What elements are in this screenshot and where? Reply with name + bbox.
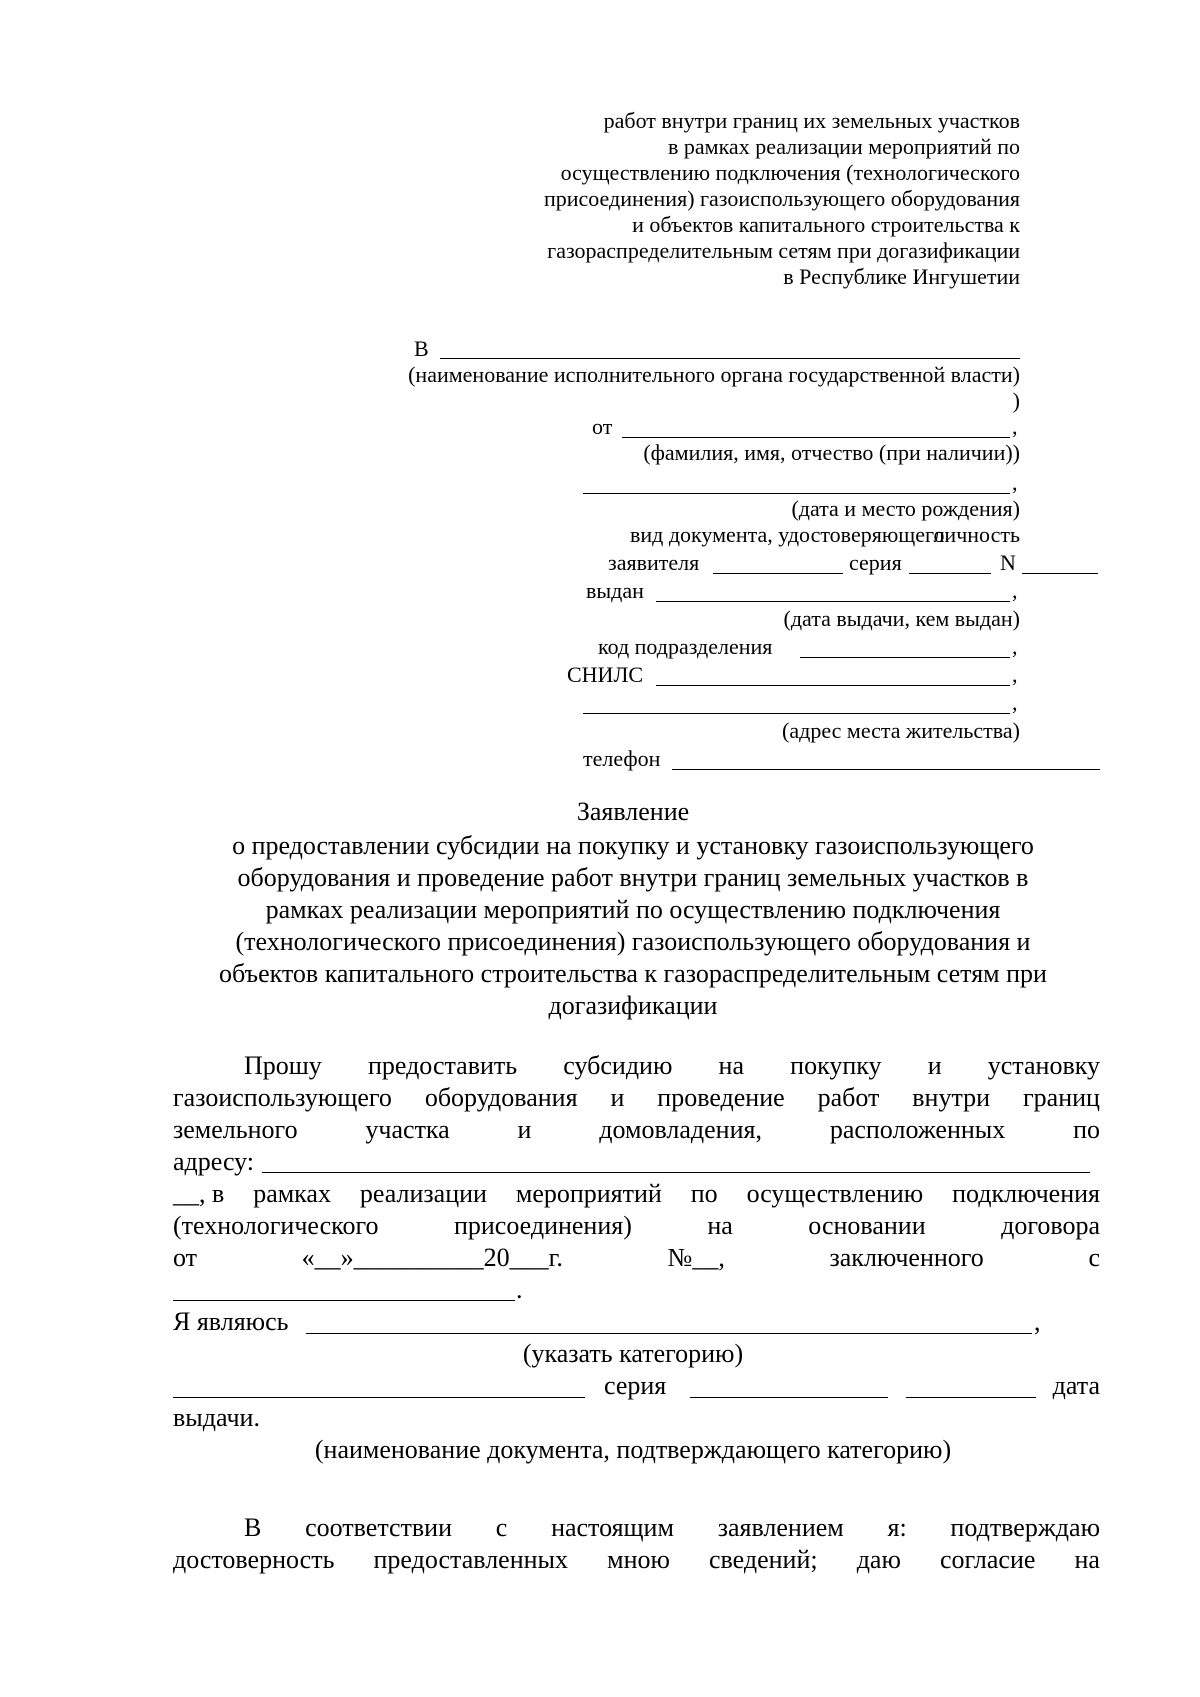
from-prefix: от	[592, 414, 613, 439]
division-code-comma: ,	[1012, 634, 1018, 659]
word: на	[718, 1051, 745, 1080]
word: по	[1073, 1115, 1100, 1144]
snils-comma: ,	[1012, 662, 1018, 687]
birth-field-line[interactable]	[583, 493, 1010, 494]
word: домовладения,	[599, 1115, 762, 1144]
phone-label: телефон	[583, 746, 661, 771]
statement-subtitle-line-6: догазификации	[548, 991, 718, 1020]
address-field-line[interactable]	[583, 713, 1010, 714]
word: (технологического	[173, 1211, 379, 1240]
word: Прошу	[244, 1051, 322, 1080]
doc-number-label: N	[1000, 550, 1016, 575]
word: и	[517, 1115, 532, 1144]
word: установку	[987, 1051, 1100, 1080]
header-line-7: в Республике Ингушетии	[783, 264, 1020, 289]
word: по	[690, 1179, 718, 1208]
issued-comma: ,	[1012, 578, 1018, 603]
category-prefix: Я являюсь	[173, 1307, 289, 1336]
doc-line-1b: личность	[933, 522, 1020, 547]
snils-label: СНИЛС	[567, 662, 644, 687]
category-series-field-line[interactable]	[690, 1397, 888, 1398]
word: участка	[365, 1115, 450, 1144]
statement-subtitle-line-4: (технологического присоединения) газоиспользующего оборудования и	[235, 927, 1031, 956]
word: договора	[1001, 1211, 1100, 1240]
word: мною	[607, 1545, 670, 1574]
word: настоящим	[551, 1513, 674, 1542]
phone-field-line[interactable]	[672, 769, 1100, 770]
word: присоединения)	[453, 1211, 632, 1240]
word: заключенного	[829, 1243, 984, 1272]
contract-party-field-line[interactable]	[173, 1300, 515, 1301]
word: и	[927, 1051, 942, 1080]
address-comma: ,	[1012, 690, 1018, 715]
word: работ	[817, 1083, 880, 1112]
category-caption: (указать категорию)	[522, 1339, 744, 1368]
category-series-label: серия	[604, 1371, 667, 1400]
header-line-2: в рамках реализации мероприятий по	[668, 134, 1020, 159]
statement-subtitle-line-1: о предоставлении субсидии на покупку и установку газоиспользующего	[232, 831, 1034, 860]
doc-number-field-line[interactable]	[1022, 573, 1098, 574]
word: мероприятий	[515, 1179, 662, 1208]
header-line-5: и объектов капитального строительства к	[632, 212, 1020, 237]
birth-caption: (дата и место рождения)	[791, 496, 1020, 521]
contract-date: «__»__________20___г.	[301, 1243, 563, 1272]
statement-subtitle-line-2: оборудования и проведение работ внутри границ земельных участков в	[237, 863, 1029, 892]
word: реализации	[359, 1179, 487, 1208]
doc-series-label: серия	[849, 550, 902, 575]
p2-line-1	[244, 1512, 1100, 1544]
p2-line-2	[173, 1544, 1100, 1576]
header-line-3: осуществлению подключения (технологического	[560, 160, 1020, 185]
to-prefix: В	[414, 336, 429, 361]
snils-field-line[interactable]	[656, 685, 1010, 686]
word: заявлением	[717, 1513, 844, 1542]
category-document-field-line[interactable]	[173, 1397, 585, 1398]
word: земельного	[173, 1115, 298, 1144]
category-document-caption: (наименование документа, подтверждающего категорию)	[314, 1435, 952, 1464]
address-field-line-long[interactable]	[262, 1172, 1090, 1173]
issued-field-line[interactable]	[656, 601, 1010, 602]
header-line-1: работ внутри границ их земельных участков	[603, 108, 1020, 133]
division-code-label: код подразделения	[598, 634, 773, 659]
division-code-field-line[interactable]	[800, 657, 1010, 658]
statement-subtitle-line-5: объектов капитального строительства к газораспределительным сетям при	[219, 959, 1047, 988]
word: соответствии	[305, 1513, 453, 1542]
word: на	[707, 1211, 733, 1240]
issued-prefix: выдан	[586, 578, 644, 603]
header-line-4: присоединения) газоиспользующего оборудования	[543, 186, 1020, 211]
doc-series-field-line[interactable]	[909, 573, 991, 574]
address-caption: (адрес места жительства)	[782, 718, 1020, 743]
word: я:	[887, 1513, 907, 1542]
p1-address-label: адресу:	[173, 1147, 255, 1176]
word: __, в	[173, 1179, 225, 1208]
p1-line-7	[173, 1242, 1100, 1274]
p1-line-2	[173, 1082, 1100, 1114]
statement-title: Заявление	[576, 797, 690, 826]
word: от	[173, 1243, 198, 1272]
word: на	[1074, 1545, 1100, 1574]
word: и	[610, 1083, 625, 1112]
contract-number: №__,	[667, 1243, 725, 1272]
issued-caption: (дата выдачи, кем выдан)	[783, 606, 1020, 631]
word: внутри	[912, 1083, 991, 1112]
word: с	[1088, 1243, 1100, 1272]
word: осуществлению	[746, 1179, 924, 1208]
word: расположенных	[829, 1115, 1006, 1144]
word: согласие	[940, 1545, 1036, 1574]
word: границ	[1022, 1083, 1100, 1112]
to-caption-tail: )	[1012, 388, 1020, 413]
category-comma: ,	[1034, 1307, 1041, 1336]
to-field-line[interactable]	[440, 358, 1020, 359]
category-date-label: дата	[1052, 1371, 1100, 1400]
word: газоиспользующего	[173, 1083, 392, 1112]
word: В	[244, 1513, 262, 1542]
word: сведений;	[709, 1545, 818, 1574]
from-comma: ,	[1012, 414, 1018, 439]
from-field-line[interactable]	[622, 437, 1010, 438]
p1-line-1	[244, 1050, 1100, 1082]
birth-comma: ,	[1012, 470, 1018, 495]
category-issued-label: выдачи.	[173, 1403, 260, 1432]
word: предоставленных	[373, 1545, 569, 1574]
p1-line-6	[173, 1210, 1100, 1242]
word: подтверждаю	[950, 1513, 1100, 1542]
header-line-6: газораспределительным сетям при догазификации	[547, 238, 1020, 263]
doc-applicant-label: заявителя	[608, 550, 700, 575]
from-caption: (фамилия, имя, отчество (при наличии))	[643, 440, 1020, 465]
category-date-field-line[interactable]	[906, 1397, 1036, 1398]
doc-type-field-line[interactable]	[713, 573, 843, 574]
doc-line-1: вид документа, удостоверяющего	[630, 522, 945, 547]
word: основании	[808, 1211, 926, 1240]
word: рамках	[253, 1179, 331, 1208]
word: оборудования	[424, 1083, 578, 1112]
word: субсидию	[563, 1051, 673, 1080]
word: подключения	[952, 1179, 1100, 1208]
word: достоверность	[173, 1545, 335, 1574]
statement-subtitle-line-3: рамках реализации мероприятий по осуществлению подключения	[265, 895, 1001, 924]
word: предоставить	[367, 1051, 518, 1080]
category-field-line[interactable]	[306, 1333, 1032, 1334]
contract-party-period: .	[516, 1275, 523, 1304]
word: проведение	[657, 1083, 785, 1112]
p1-line-3	[173, 1114, 1100, 1146]
to-caption: (наименование исполнительного органа государственной власти)	[408, 362, 1020, 387]
word: даю	[856, 1545, 901, 1574]
word: с	[495, 1513, 508, 1542]
p1-line-5	[173, 1178, 1100, 1210]
word: покупку	[790, 1051, 882, 1080]
